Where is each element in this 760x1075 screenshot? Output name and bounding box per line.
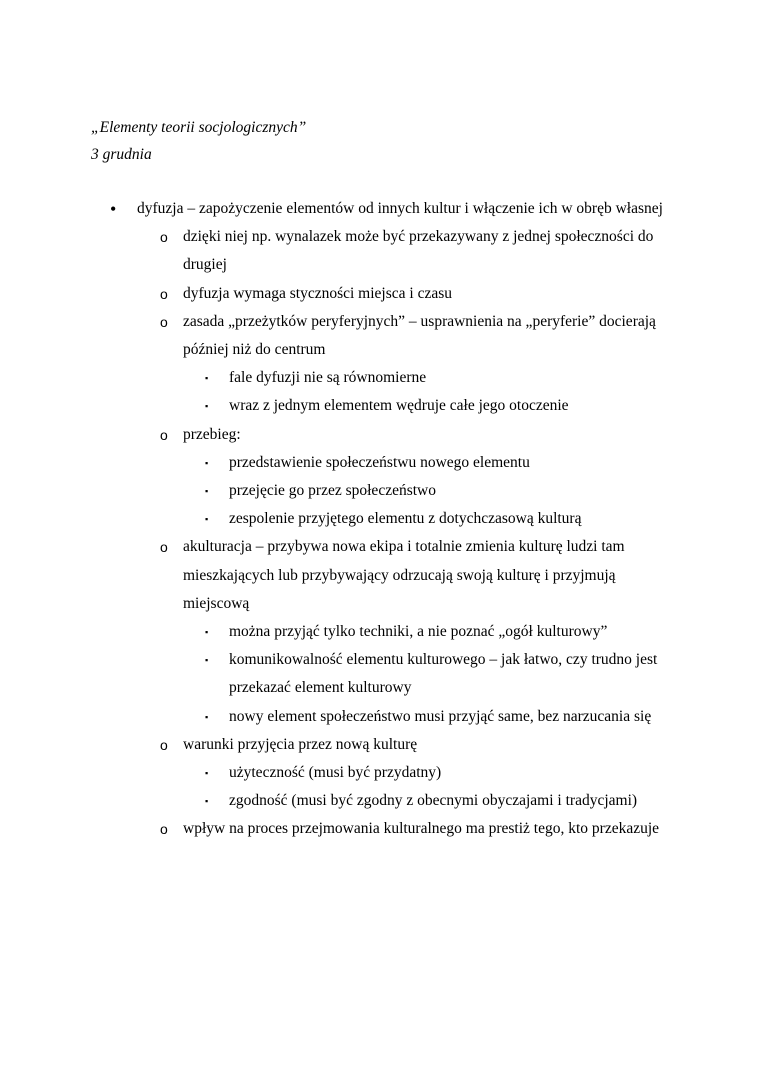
square-marker: ▪ [205, 401, 209, 412]
circle-marker: o [160, 426, 168, 443]
list-item-text: zgodność (musi być zgodny z obecnymi obyczajami i tradycjami) [229, 792, 638, 810]
list-item [0, 308, 760, 364]
list-item [0, 477, 760, 505]
list-item [0, 449, 760, 477]
circle-marker: o [160, 821, 168, 838]
list-item [0, 392, 760, 420]
list-item [0, 815, 760, 843]
list-item [0, 280, 760, 308]
list-item [0, 223, 760, 279]
square-marker: ▪ [205, 373, 209, 384]
list-item-text: przedstawienie społeczeństwu nowego elementu [229, 453, 530, 471]
list-item-text: nowy element społeczeństwo musi przyjąć same, bez narzucania się [229, 707, 652, 725]
list-item [0, 364, 760, 392]
list-item-text: można przyjąć tylko techniki, a nie poznać „ogół kulturowy” [229, 623, 608, 641]
square-marker: ▪ [205, 711, 209, 722]
square-marker: ▪ [205, 486, 209, 497]
square-marker: ▪ [205, 768, 209, 779]
list-item-text: użyteczność (musi być przydatny) [229, 764, 442, 782]
list-item-text: dyfuzja – zapożyczenie elementów od innych kultur i włączenie ich w obręb własnej [137, 200, 663, 217]
document-title: „Elementy teorii socjologicznych” [91, 119, 307, 136]
square-marker: ▪ [205, 796, 209, 807]
list-item [0, 759, 760, 787]
list-item-text: dzięki niej np. wynalazek może być przekazywany z jednej społeczności do drugiej [183, 228, 654, 274]
circle-marker: o [160, 229, 168, 246]
list-item-text: wraz z jednym elementem wędruje całe jego otoczenie [229, 397, 569, 415]
list-item [0, 646, 760, 702]
list-item [0, 703, 760, 731]
list-item [0, 421, 760, 449]
circle-marker: o [160, 285, 168, 302]
list-item-text: dyfuzja wymaga styczności miejsca i czasu [183, 284, 452, 302]
list-item [0, 195, 760, 223]
list-item-text: przebieg: [183, 425, 241, 443]
bullet-marker: • [110, 199, 117, 219]
square-marker: ▪ [205, 514, 209, 525]
circle-marker: o [160, 539, 168, 556]
outline-list [0, 195, 760, 844]
list-item-text: zespolenie przyjętego elementu z dotychczasową kulturą [229, 510, 582, 528]
list-item-text: przejęcie go przez społeczeństwo [229, 482, 436, 500]
circle-marker: o [160, 313, 168, 330]
list-item [0, 787, 760, 815]
square-marker: ▪ [205, 627, 209, 638]
list-item-text: wpływ na proces przejmowania kulturalnego ma prestiż tego, kto przekazuje [183, 820, 660, 838]
list-item [0, 533, 760, 618]
list-item [0, 618, 760, 646]
list-item-text: komunikowalność elementu kulturowego – jak łatwo, czy trudno jest przekazać element kulturowy [229, 651, 658, 697]
square-marker: ▪ [205, 655, 209, 666]
list-item-text: fale dyfuzji nie są równomierne [229, 369, 427, 387]
circle-marker: o [160, 736, 168, 753]
document-date: 3 grudnia [91, 146, 152, 163]
list-item [0, 731, 760, 759]
list-item-text: zasada „przeżytków peryferyjnych” – usprawnienia na „peryferie” docierają później niż do centrum [183, 312, 656, 359]
list-item-text: warunki przyjęcia przez nową kulturę [183, 735, 418, 753]
list-item [0, 505, 760, 533]
list-item-text: akulturacja – przybywa nowa ekipa i totalnie zmienia kulturę ludzi tam mieszkających lub przybywający odrzucają swoją kulturę i przyjmują miejscową [183, 538, 625, 612]
square-marker: ▪ [205, 457, 209, 468]
